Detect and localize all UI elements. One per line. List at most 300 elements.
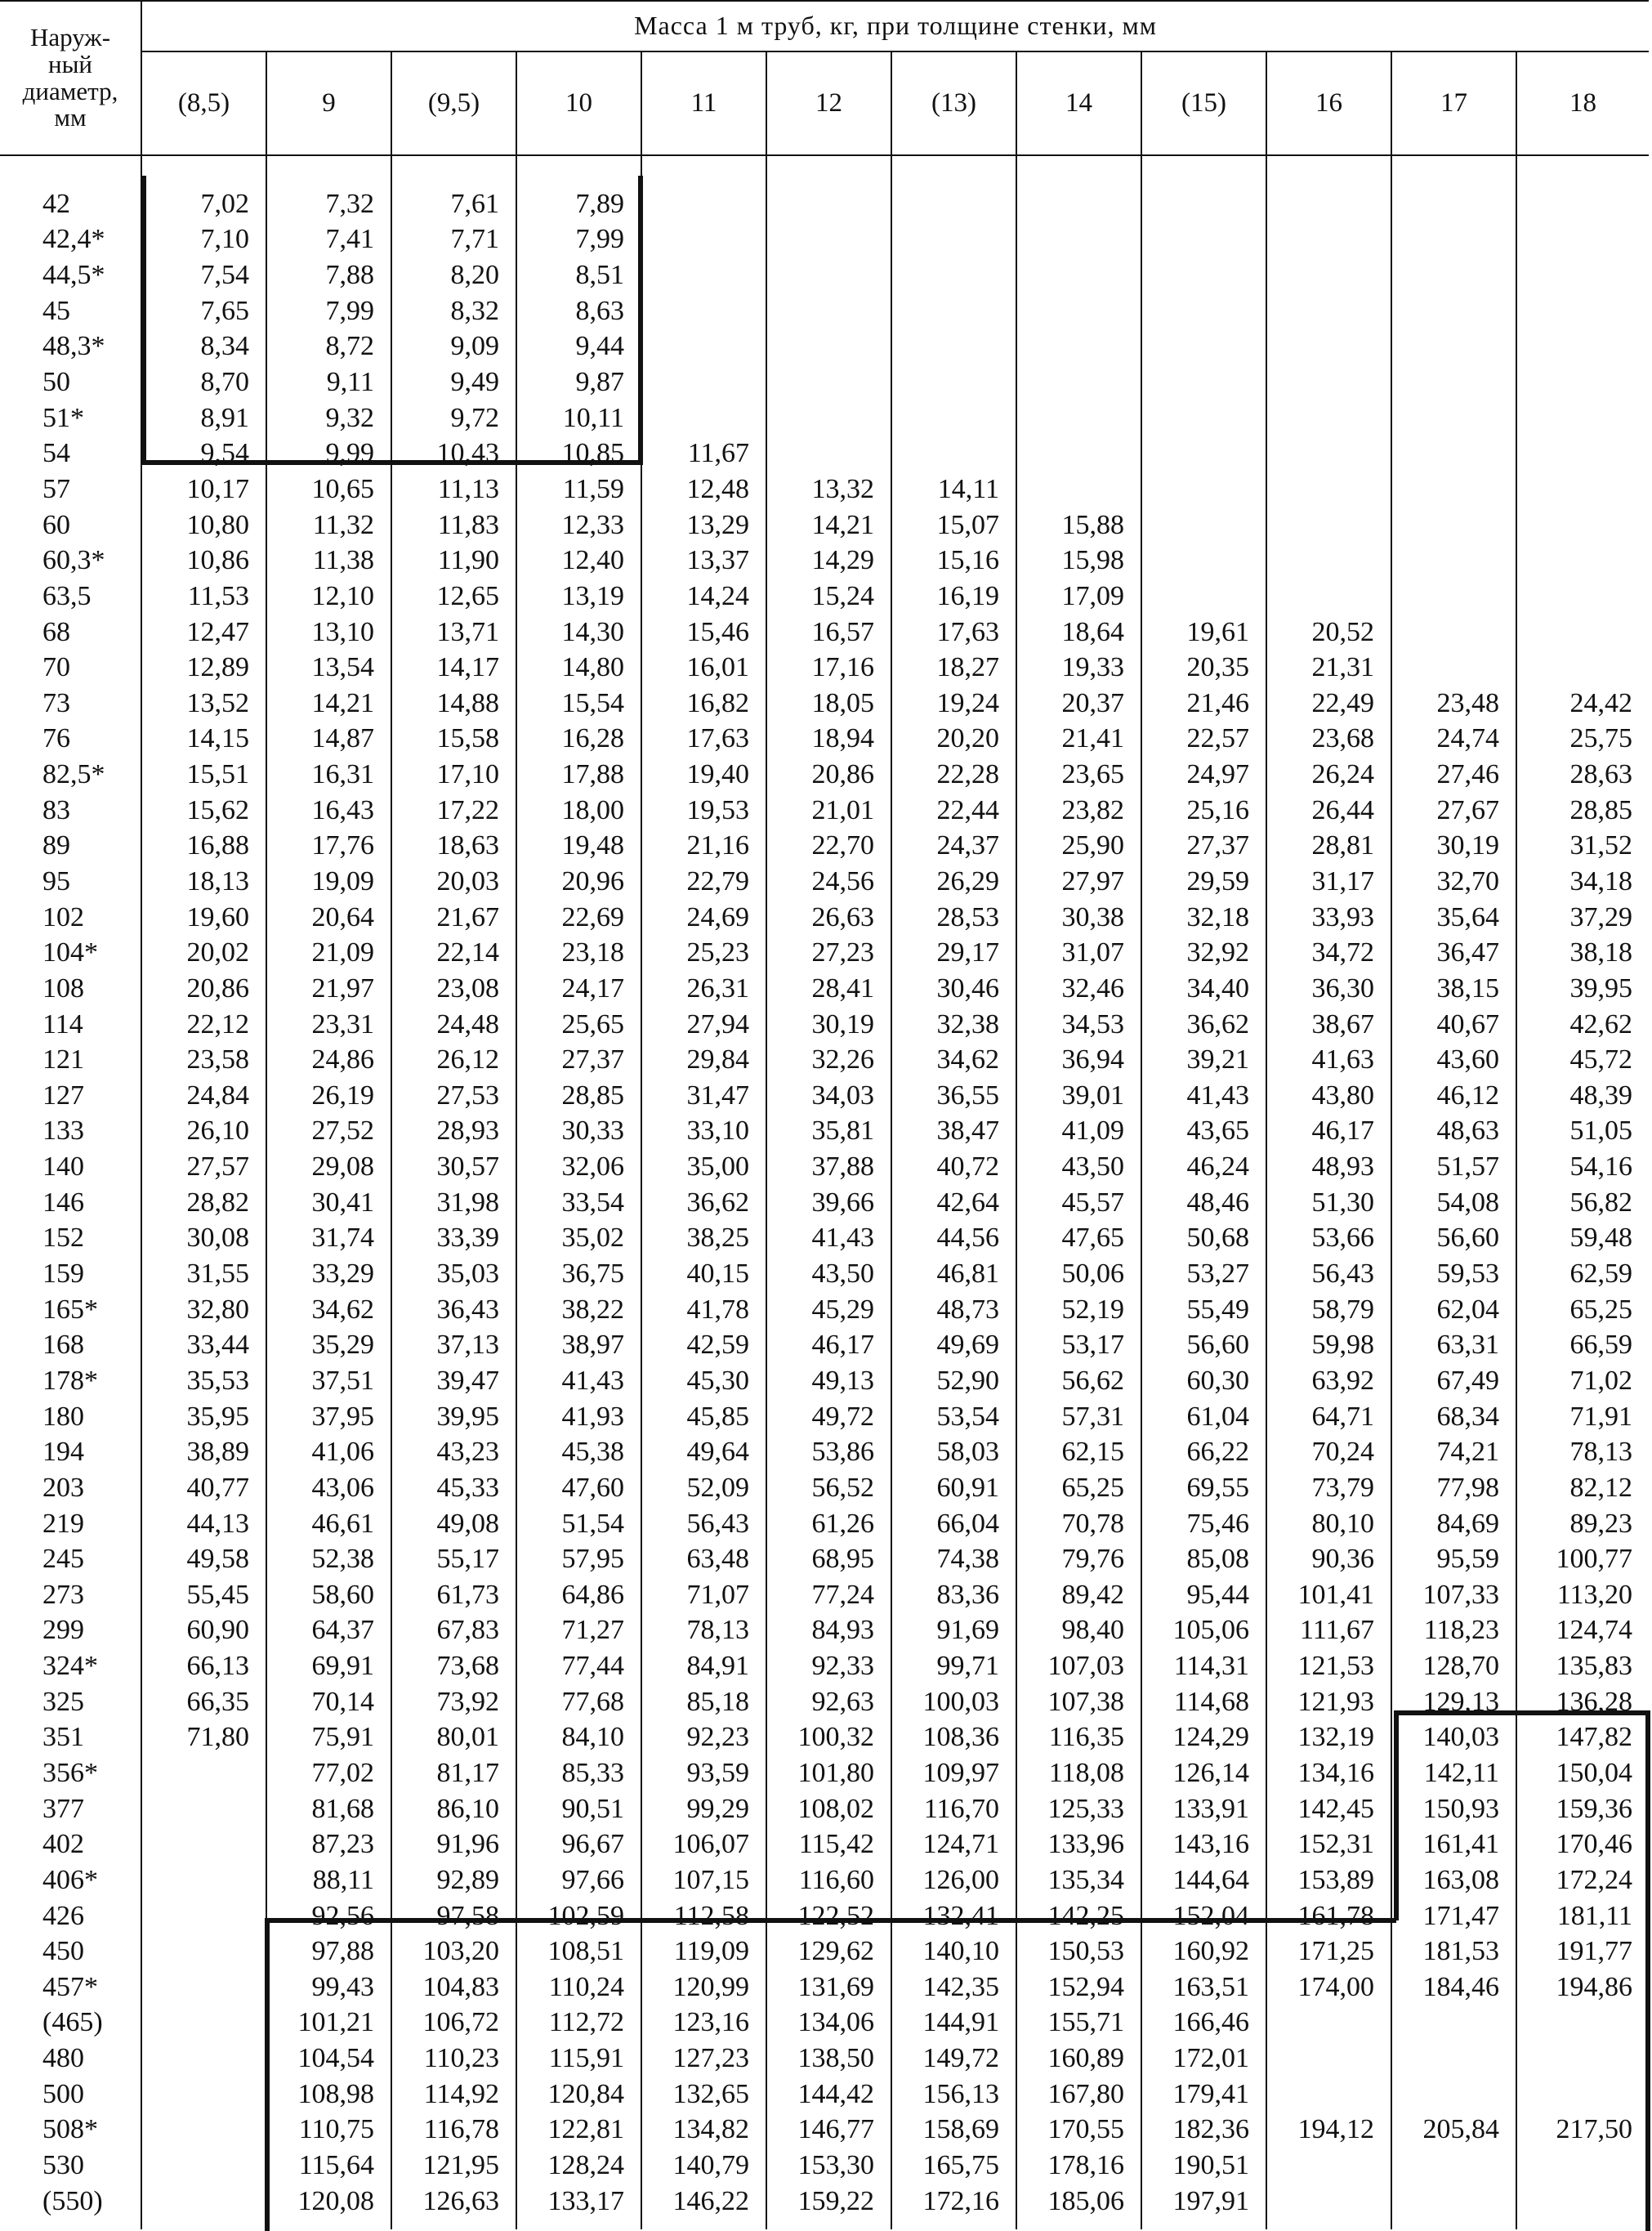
mass-cell: 81,68 [266,1791,391,1827]
mass-cell: 30,46 [891,971,1016,1007]
mass-cell [641,257,766,293]
mass-cell: 124,29 [1141,1720,1266,1756]
mass-cell: 28,82 [141,1185,266,1221]
table-row [0,864,1649,900]
mass-cell: 8,34 [141,329,266,365]
mass-cell: 20,96 [516,864,641,900]
spacer-row [0,2220,1649,2229]
mass-cell: 38,67 [1266,1007,1391,1043]
mass-cell: 27,57 [141,1149,266,1185]
mass-cell: 27,37 [516,1042,641,1078]
mass-cell: 48,39 [1569,1080,1633,1111]
table-row [0,793,1649,829]
mass-cell: 15,88 [1016,507,1141,543]
mass-cell [1141,293,1266,329]
mass-cell: 38,47 [891,1114,1016,1150]
mass-cell [1141,436,1266,472]
mass-cell: 135,83 [1556,1651,1633,1682]
diameter-cell: 426 [0,1898,141,1934]
diameter-cell: 42,4* [0,222,141,258]
mass-cell: 36,43 [391,1292,516,1328]
mass-cell: 13,37 [641,543,766,579]
table-row [0,1434,1649,1470]
mass-cell: 124,71 [891,1826,1016,1862]
mass-cell [141,1791,266,1827]
mass-cell [1516,329,1649,365]
mass-cell: 73,92 [391,1684,516,1720]
mass-cell: 7,54 [141,257,266,293]
mass-cell: 36,55 [891,1078,1016,1114]
mass-cell: 63,92 [1266,1363,1391,1399]
mass-cell: 10,17 [141,472,266,507]
mass-cell [766,436,891,472]
mass-cell: 110,24 [516,1969,641,2005]
mass-cell: 123,16 [641,2005,766,2041]
mass-cell: 16,28 [516,722,641,758]
mass-cell: 163,08 [1391,1862,1516,1898]
mass-cell: 17,09 [1016,579,1141,615]
table-row [0,1256,1649,1292]
mass-cell: 42,62 [1569,1008,1633,1039]
mass-cell: 121,53 [1266,1648,1391,1684]
mass-cell: 110,75 [266,2113,391,2148]
table-row [0,971,1649,1007]
mass-cell: 77,98 [1391,1470,1516,1506]
mass-cell: 134,82 [641,2113,766,2148]
mass-cell: 27,46 [1391,757,1516,793]
mass-cell: 39,01 [1016,1078,1141,1114]
mass-cell [641,364,766,400]
mass-cell: 60,91 [891,1470,1016,1506]
mass-cell: 30,08 [141,1221,266,1257]
mass-cell [141,1826,266,1862]
mass-cell: 35,53 [141,1363,266,1399]
mass-cell: 68,95 [766,1541,891,1577]
mass-cell: 24,17 [516,971,641,1007]
mass-cell: 44,13 [141,1506,266,1542]
mass-cell: 78,13 [641,1613,766,1649]
mass-cell [1516,472,1649,507]
mass-cell: 35,02 [516,1221,641,1257]
mass-cell: 18,63 [391,829,516,865]
mass-cell: 16,88 [141,829,266,865]
mass-cell: 24,97 [1141,757,1266,793]
mass-cell: 77,44 [516,1648,641,1684]
mass-cell: 31,98 [391,1185,516,1221]
mass-cell: 24,74 [1391,722,1516,758]
mass-cell: 11,67 [641,436,766,472]
mass-cell: 17,88 [516,757,641,793]
mass-cell: 17,16 [766,650,891,686]
mass-cell [1141,579,1266,615]
mass-cell: 43,23 [391,1434,516,1470]
mass-cell: 15,58 [391,722,516,758]
mass-cell: 119,09 [641,1934,766,1969]
mass-cell: 32,92 [1141,935,1266,971]
mass-cell [1016,329,1141,365]
mass-cell: 29,59 [1141,864,1266,900]
mass-cell: 132,65 [641,2077,766,2113]
mass-cell: 14,88 [391,686,516,722]
mass-cell: 172,16 [891,2184,1016,2220]
mass-cell: 49,64 [641,1434,766,1470]
mass-cell: 7,65 [141,293,266,329]
mass-cell: 41,43 [766,1221,891,1257]
mass-cell: 140,79 [641,2148,766,2184]
table-row [0,436,1649,472]
mass-cell: 45,38 [516,1434,641,1470]
mass-cell: 20,20 [891,722,1016,758]
mass-cell: 15,16 [891,543,1016,579]
mass-cell: 8,63 [516,293,641,329]
mass-cell: 31,47 [641,1078,766,1114]
mass-cell: 22,49 [1266,686,1391,722]
mass-cell: 129,62 [766,1934,891,1969]
table-row [0,472,1649,507]
mass-cell: 11,90 [391,543,516,579]
mass-cell: 45,30 [641,1363,766,1399]
mass-cell: 56,52 [766,1470,891,1506]
table-row [0,2005,1649,2041]
mass-cell: 14,21 [766,507,891,543]
mass-cell: 112,72 [516,2005,641,2041]
mass-cell: 90,51 [516,1791,641,1827]
mass-cell: 26,29 [891,864,1016,900]
mass-cell: 23,18 [516,935,641,971]
diameter-cell: 356* [0,1755,141,1791]
mass-cell: 13,52 [141,686,266,722]
mass-cell: 49,08 [391,1506,516,1542]
mass-cell: 50,06 [1016,1256,1141,1292]
mass-cell: 115,91 [516,2041,641,2077]
mass-cell: 18,27 [891,650,1016,686]
mass-cell: 24,37 [891,829,1016,865]
mass-cell: 53,17 [1016,1328,1141,1364]
mass-cell [1266,186,1391,222]
mass-cell: 23,68 [1266,722,1391,758]
mass-cell: 146,22 [641,2184,766,2220]
table-row [0,1720,1649,1756]
mass-cell: 96,67 [516,1826,641,1862]
mass-cell: 85,18 [641,1684,766,1720]
mass-cell: 84,10 [516,1720,641,1756]
mass-cell: 61,73 [391,1577,516,1613]
mass-cell: 19,09 [266,864,391,900]
mass-cell [141,2041,266,2077]
mass-cell: 103,20 [391,1934,516,1969]
spacer-row [0,155,1649,186]
mass-cell: 14,80 [516,650,641,686]
diameter-cell: 121 [0,1042,141,1078]
mass-cell: 95,44 [1141,1577,1266,1613]
mass-cell: 85,33 [516,1755,641,1791]
mass-cell: 36,94 [1016,1042,1141,1078]
mass-cell: 10,86 [141,543,266,579]
mass-cell: 9,72 [391,400,516,436]
mass-cell [891,293,1016,329]
mass-cell: 19,61 [1141,615,1266,651]
mass-cell: 38,18 [1569,937,1633,968]
mass-cell: 24,42 [1569,687,1633,718]
mass-cell [1391,2005,1516,2041]
mass-cell [766,293,891,329]
mass-cell: 34,40 [1141,971,1266,1007]
mass-cell: 37,29 [1569,901,1633,932]
mass-cell: 12,47 [141,615,266,651]
mass-cell: 97,88 [266,1934,391,1969]
mass-cell: 56,43 [1266,1256,1391,1292]
mass-cell: 172,24 [1556,1864,1633,1895]
mass-cell: 152,94 [1016,1969,1141,2005]
mass-cell: 14,15 [141,722,266,758]
mass-cell: 16,31 [266,757,391,793]
mass-cell: 179,41 [1141,2077,1266,2113]
table-row [0,257,1649,293]
mass-cell: 38,15 [1391,971,1516,1007]
table-row [0,507,1649,543]
mass-cell: 87,23 [266,1826,391,1862]
mass-cell: 44,56 [891,1221,1016,1257]
mass-cell: 116,60 [766,1862,891,1898]
mass-cell: 9,49 [391,364,516,400]
mass-cell: 56,60 [1141,1328,1266,1364]
mass-cell: 174,00 [1266,1969,1391,2005]
mass-cell: 143,16 [1141,1826,1266,1862]
mass-cell: 75,46 [1141,1506,1266,1542]
mass-cell [1516,364,1649,400]
mass-cell: 26,10 [141,1114,266,1150]
mass-cell: 21,46 [1141,686,1266,722]
mass-cell [1391,186,1516,222]
mass-cell [1016,436,1141,472]
mass-cell: 40,77 [141,1470,266,1506]
diameter-cell: 51* [0,400,141,436]
mass-cell [1391,579,1516,615]
mass-cell: 66,22 [1141,1434,1266,1470]
mass-cell [141,2148,266,2184]
mass-cell: 51,05 [1569,1116,1633,1147]
mass-cell [1141,186,1266,222]
mass-cell: 50,68 [1141,1221,1266,1257]
mass-cell: 27,53 [391,1078,516,1114]
mass-cell: 19,24 [891,686,1016,722]
mass-cell [1516,650,1649,686]
mass-cell: 150,04 [1556,1758,1633,1788]
mass-cell: 97,66 [516,1862,641,1898]
mass-cell [766,186,891,222]
mass-cell [1391,293,1516,329]
mass-cell: 20,52 [1266,615,1391,651]
mass-cell: 102,59 [516,1898,641,1934]
mass-cell: 46,61 [266,1506,391,1542]
mass-cell [891,186,1016,222]
mass-cell: 7,99 [266,293,391,329]
mass-cell: 133,17 [516,2184,641,2220]
wall-thickness-header: 12 [766,51,891,155]
mass-cell: 65,25 [1569,1294,1633,1325]
mass-cell: 34,53 [1016,1007,1141,1043]
mass-cell: 48,73 [891,1292,1016,1328]
mass-cell [1391,329,1516,365]
mass-cell [1516,579,1649,615]
mass-cell: 128,70 [1391,1648,1516,1684]
mass-cell: 52,19 [1016,1292,1141,1328]
diameter-cell: 114 [0,1007,141,1043]
mass-cell: 18,94 [766,722,891,758]
mass-cell: 30,38 [1016,900,1141,936]
mass-cell: 34,18 [1569,865,1633,896]
table-row [0,1755,1649,1791]
mass-cell: 20,86 [766,757,891,793]
mass-cell: 181,53 [1391,1934,1516,1969]
mass-cell: 12,33 [516,507,641,543]
mass-cell: 82,12 [1569,1472,1633,1503]
mass-cell: 125,33 [1016,1791,1141,1827]
mass-cell: 152,31 [1266,1826,1391,1862]
mass-cell [1266,543,1391,579]
mass-cell: 21,01 [766,793,891,829]
mass-cell: 138,50 [766,2041,891,2077]
mass-cell: 66,04 [891,1506,1016,1542]
wall-thickness-header: (15) [1141,51,1266,155]
mass-cell [141,2113,266,2148]
diameter-cell: 450 [0,1934,141,1969]
mass-cell [1266,2184,1391,2220]
mass-cell [1141,364,1266,400]
mass-cell [1391,2184,1516,2220]
mass-cell: 54,08 [1391,1185,1516,1221]
mass-cell [1016,472,1141,507]
table-row [0,2041,1649,2077]
mass-cell: 60,90 [141,1613,266,1649]
mass-cell: 84,69 [1391,1506,1516,1542]
mass-cell: 64,37 [266,1613,391,1649]
mass-cell [1516,2077,1649,2113]
mass-cell: 35,29 [266,1328,391,1364]
mass-cell: 16,57 [766,615,891,651]
mass-cell: 28,85 [1569,794,1633,825]
mass-cell: 69,91 [266,1648,391,1684]
mass-cell: 112,58 [641,1898,766,1934]
diameter-cell: 83 [0,793,141,829]
mass-cell: 13,29 [641,507,766,543]
mass-cell: 45,57 [1016,1185,1141,1221]
mass-cell: 95,59 [1391,1541,1516,1577]
mass-cell [766,364,891,400]
mass-cell: 16,43 [266,793,391,829]
mass-cell: 17,63 [891,615,1016,651]
diameter-cell: 324* [0,1648,141,1684]
mass-cell: 14,24 [641,579,766,615]
mass-cell: 35,81 [766,1114,891,1150]
mass-cell: 15,51 [141,757,266,793]
mass-cell: 77,02 [266,1755,391,1791]
mass-cell: 19,48 [516,829,641,865]
diameter-cell: 50 [0,364,141,400]
mass-cell: 121,93 [1266,1684,1391,1720]
mass-cell: 13,71 [391,615,516,651]
mass-cell [1016,293,1141,329]
mass-cell: 10,80 [141,507,266,543]
wall-thickness-header: 9 [266,51,391,155]
mass-cell: 92,33 [766,1648,891,1684]
mass-cell: 25,23 [641,935,766,971]
mass-cell: 64,71 [1266,1399,1391,1435]
mass-cell: 22,79 [641,864,766,900]
mass-cell: 30,57 [391,1149,516,1185]
mass-cell: 49,69 [891,1328,1016,1364]
mass-cell: 24,86 [266,1042,391,1078]
mass-cell: 37,13 [391,1328,516,1364]
mass-cell: 15,54 [516,686,641,722]
mass-cell [1391,650,1516,686]
mass-cell: 26,12 [391,1042,516,1078]
table-row [0,650,1649,686]
mass-cell: 77,24 [766,1577,891,1613]
mass-cell: 10,11 [516,400,641,436]
mass-cell: 152,04 [1141,1898,1266,1934]
mass-cell: 23,82 [1016,793,1141,829]
mass-cell: 15,07 [891,507,1016,543]
mass-cell: 144,91 [891,2005,1016,2041]
mass-cell: 12,10 [266,579,391,615]
mass-cell: 7,71 [391,222,516,258]
mass-cell: 120,99 [641,1969,766,2005]
mass-cell: 17,22 [391,793,516,829]
mass-cell: 120,08 [266,2184,391,2220]
mass-cell: 28,53 [891,900,1016,936]
mass-cell: 38,25 [641,1221,766,1257]
mass-cell [1016,257,1141,293]
mass-cell: 121,95 [391,2148,516,2184]
wall-thickness-header: (8,5) [141,51,266,155]
mass-cell: 51,57 [1391,1149,1516,1185]
mass-cell: 42,59 [641,1328,766,1364]
mass-cell: 61,04 [1141,1399,1266,1435]
mass-cell: 35,95 [141,1399,266,1435]
mass-cell: 9,87 [516,364,641,400]
mass-cell: 35,00 [641,1149,766,1185]
mass-cell: 36,62 [641,1185,766,1221]
mass-cell: 33,39 [391,1221,516,1257]
mass-cell: 34,62 [891,1042,1016,1078]
mass-cell: 149,72 [891,2041,1016,2077]
mass-cell: 182,36 [1141,2113,1266,2148]
mass-cell: 131,69 [766,1969,891,2005]
table-row [0,1328,1649,1364]
mass-cell: 27,37 [1141,829,1266,865]
mass-cell: 124,74 [1556,1615,1633,1646]
mass-cell: 8,32 [391,293,516,329]
mass-cell: 150,53 [1016,1934,1141,1969]
diameter-cell: 82,5* [0,757,141,793]
table-row [0,1042,1649,1078]
wall-thickness-header: 10 [516,51,641,155]
mass-cell: 104,54 [266,2041,391,2077]
mass-cell: 100,77 [1556,1544,1633,1575]
diameter-cell: 325 [0,1684,141,1720]
table-row [0,722,1649,758]
diameter-cell: 178* [0,1363,141,1399]
mass-cell: 92,89 [391,1862,516,1898]
mass-cell: 39,95 [1569,972,1633,1004]
table-row [0,1506,1649,1542]
mass-cell [891,400,1016,436]
diameter-cell: 152 [0,1221,141,1257]
mass-cell: 23,31 [266,1007,391,1043]
table-row [0,1221,1649,1257]
mass-cell: 34,62 [266,1292,391,1328]
